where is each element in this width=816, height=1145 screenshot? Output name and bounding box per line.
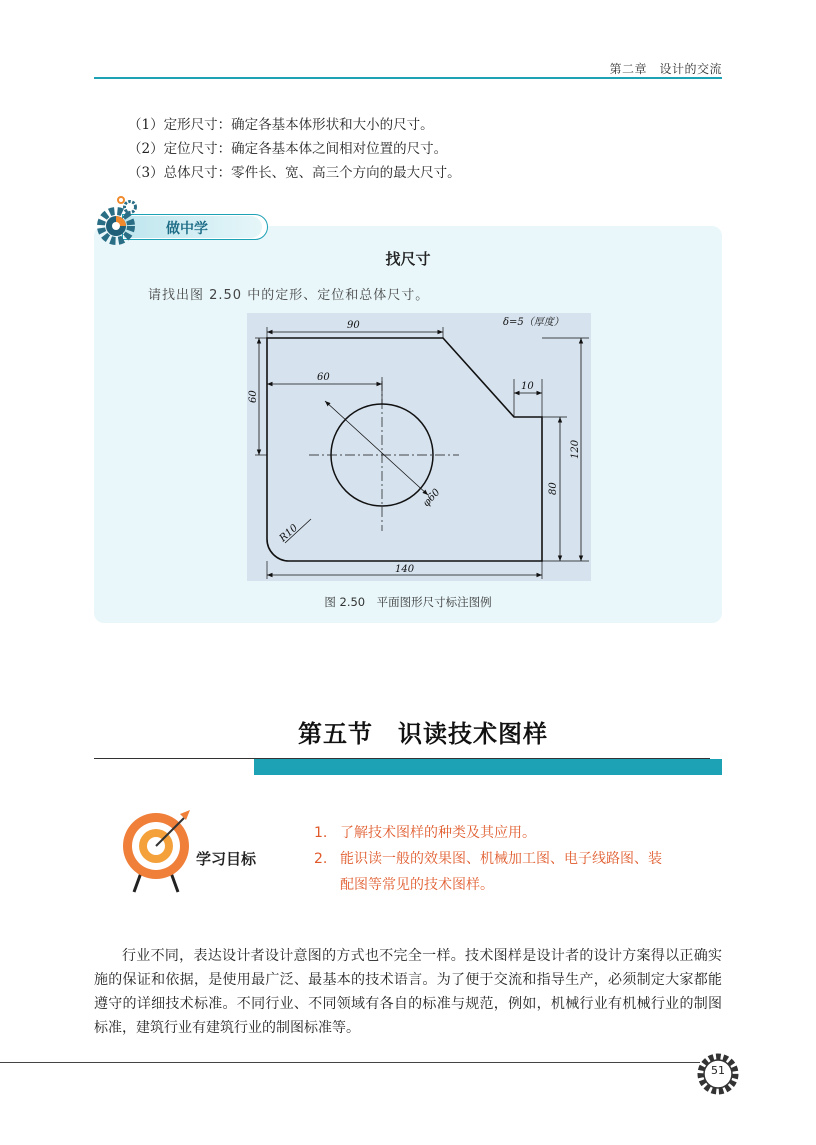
objective-text: 了解技术图样的种类及其应用。 <box>340 825 536 841</box>
objective-text: 能识读一般的效果图、机械加工图、电子线路图、装 <box>340 851 662 867</box>
dim-diameter: φ60 <box>421 486 443 510</box>
page-number: 51 <box>711 1064 725 1077</box>
dimension-type-item: （1）定形尺寸：确定各基本体形状和大小的尺寸。 <box>128 117 434 133</box>
dim-hole-pos: 60 <box>317 372 330 383</box>
objective-item <box>314 848 662 868</box>
footer-rule <box>0 1062 700 1063</box>
body-paragraph: 行业不同，表达设计者设计意图的方式也不完全一样。技术图样是设计者的设计方案得以正确实施的保证和依据，是使用最广泛、最基本的技术语言。为了便于交流和指导生产，必须制定大家都能遵守的详细技术标准。不同行业、不同领域有各自的标准与规范，例如，机械行业有机械行业的制图标准，建筑行业有建筑行业的制图标准等。 <box>94 948 722 1036</box>
figure-caption: 图 2.50 平面图形尺寸标注图例 <box>324 595 492 609</box>
dim-left: 60 <box>248 390 259 403</box>
chapter-header: 第二章 设计的交流 <box>609 62 722 76</box>
header-rule <box>94 77 722 79</box>
objective-number: 1. <box>314 825 328 841</box>
section-bar <box>254 759 722 775</box>
dim-top: 90 <box>347 320 360 331</box>
objective-number: 2. <box>314 851 328 867</box>
objectives-label: 学习目标 <box>196 850 257 868</box>
activity-instruction: 请找出图 2.50 中的定形、定位和总体尺寸。 <box>148 288 430 303</box>
dim-right: 80 <box>548 482 559 495</box>
objective-item <box>314 874 494 894</box>
section-title: 第五节 识读技术图样 <box>298 720 548 748</box>
target-icon <box>118 806 198 894</box>
dim-thickness: δ=5（厚度） <box>503 317 564 328</box>
gear-icon <box>88 194 148 246</box>
dim-radius: R10 <box>277 522 301 545</box>
dim-step: 10 <box>521 381 534 392</box>
dimension-type-item: （2）定位尺寸：确定各基本体之间相对位置的尺寸。 <box>128 141 448 157</box>
activity-title: 找尺寸 <box>385 250 431 268</box>
technical-drawing <box>247 313 591 581</box>
dimension-type-item: （3）总体尺寸：零件长、宽、高三个方向的最大尺寸。 <box>128 165 461 181</box>
dim-bottom: 140 <box>395 564 415 575</box>
objective-text: 配图等常见的技术图样。 <box>340 877 494 893</box>
objective-item <box>314 822 536 842</box>
activity-label: 做中学 <box>166 221 208 237</box>
part-outline <box>267 338 542 561</box>
dim-height: 120 <box>570 439 581 459</box>
